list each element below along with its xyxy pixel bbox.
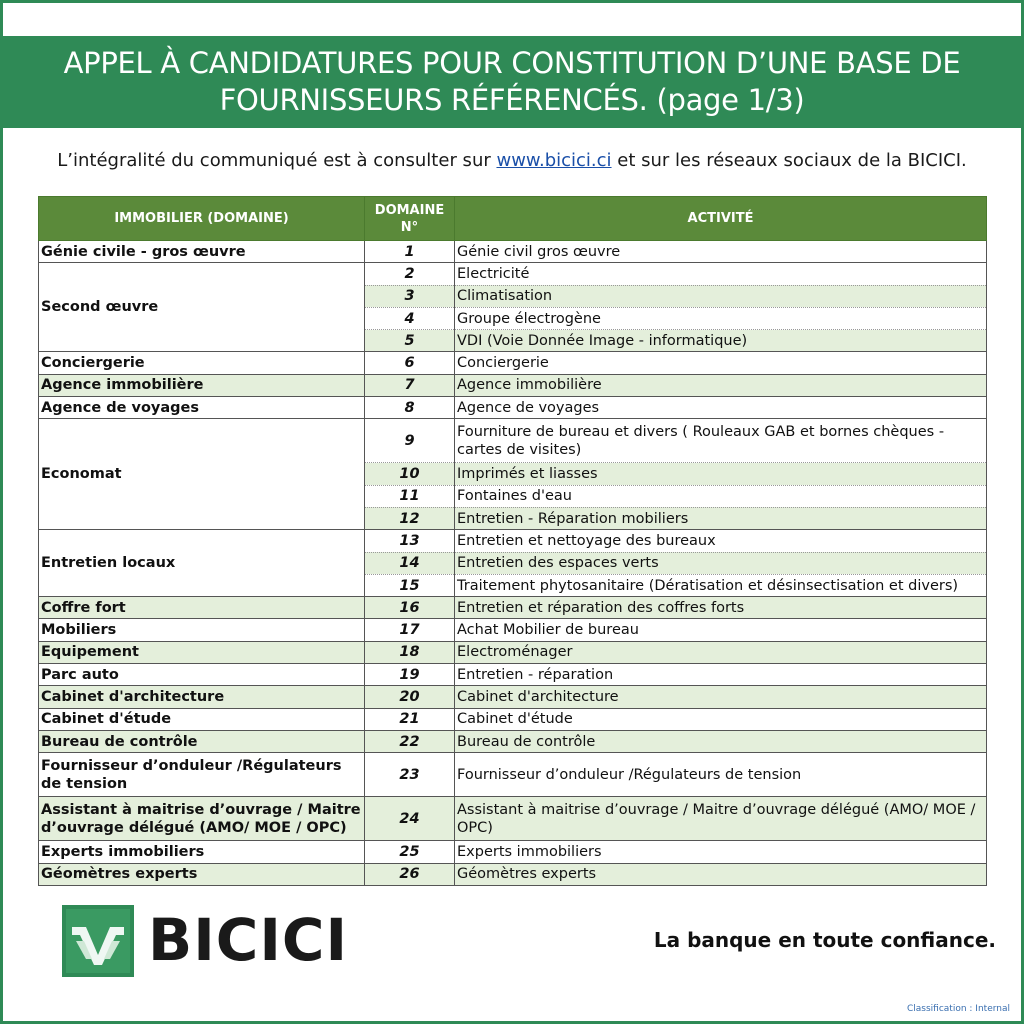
domain-number-cell: 18 [365, 641, 455, 663]
table-row [39, 374, 987, 396]
table-row [39, 863, 987, 885]
table-row [39, 730, 987, 752]
activity-cell: VDI (Voie Donnée Image - informatique) [455, 330, 987, 352]
domain-number-cell: 3 [365, 285, 455, 307]
activity-cell: Agence immobilière [455, 374, 987, 396]
activity-cell: Entretien des espaces verts [455, 552, 987, 574]
domain-cell: Conciergerie [39, 352, 365, 374]
domain-cell: Entretien locaux [39, 530, 365, 597]
domain-number-cell: 13 [365, 530, 455, 552]
table-row [39, 397, 987, 419]
activity-cell: Entretien et nettoyage des bureaux [455, 530, 987, 552]
bicici-logo-icon [62, 905, 134, 977]
domain-number-cell: 2 [365, 263, 455, 285]
activity-cell: Génie civil gros œuvre [455, 241, 987, 263]
activity-cell: Cabinet d'architecture [455, 686, 987, 708]
activity-cell: Fournisseur d’onduleur /Régulateurs de tension [455, 753, 987, 797]
website-link[interactable]: www.bicici.ci [496, 150, 612, 171]
domain-cell: Cabinet d'étude [39, 708, 365, 730]
domain-number-cell: 26 [365, 863, 455, 885]
classification-label: Classification : Internal [907, 1004, 1010, 1014]
domain-number-cell: 11 [365, 485, 455, 507]
domain-number-cell: 10 [365, 463, 455, 485]
column-header-domain: IMMOBILIER (DOMAINE) [39, 197, 365, 241]
activity-cell: Fourniture de bureau et divers ( Rouleaux GAB et bornes chèques - cartes de visites) [455, 419, 987, 463]
table-row [39, 419, 987, 463]
suppliers-table [38, 196, 987, 886]
domain-cell: Economat [39, 419, 365, 530]
brand-name: BICICI [148, 906, 349, 974]
domain-number-cell: 22 [365, 730, 455, 752]
activity-cell: Groupe électrogène [455, 307, 987, 329]
activity-cell: Entretien - Réparation mobiliers [455, 507, 987, 529]
activity-cell: Climatisation [455, 285, 987, 307]
activity-cell: Traitement phytosanitaire (Dératisation et désinsectisation et divers) [455, 574, 987, 596]
table-row [39, 619, 987, 641]
intro-text [0, 150, 1024, 171]
domain-number-cell: 14 [365, 552, 455, 574]
table-row [39, 530, 987, 552]
activity-cell: Géomètres experts [455, 863, 987, 885]
table-row [39, 686, 987, 708]
activity-cell: Fontaines d'eau [455, 485, 987, 507]
activity-cell: Electroménager [455, 641, 987, 663]
domain-cell: Agence immobilière [39, 374, 365, 396]
domain-cell: Agence de voyages [39, 397, 365, 419]
domain-cell: Géomètres experts [39, 863, 365, 885]
domain-number-cell: 16 [365, 597, 455, 619]
table-body [39, 241, 987, 886]
domain-number-cell: 8 [365, 397, 455, 419]
domain-number-cell: 15 [365, 574, 455, 596]
domain-number-cell: 19 [365, 664, 455, 686]
activity-cell: Entretien et réparation des coffres forts [455, 597, 987, 619]
column-header-number [365, 197, 455, 241]
title-banner [3, 36, 1021, 128]
domain-number-cell: 20 [365, 686, 455, 708]
table-row [39, 241, 987, 263]
activity-cell: Imprimés et liasses [455, 463, 987, 485]
domain-cell: Parc auto [39, 664, 365, 686]
domain-cell: Equipement [39, 641, 365, 663]
table-row [39, 753, 987, 797]
domain-cell: Experts immobiliers [39, 841, 365, 863]
activity-cell: Achat Mobilier de bureau [455, 619, 987, 641]
domain-number-cell: 17 [365, 619, 455, 641]
domain-number-cell: 24 [365, 797, 455, 841]
activity-cell: Agence de voyages [455, 397, 987, 419]
domain-number-cell: 5 [365, 330, 455, 352]
activity-cell: Bureau de contrôle [455, 730, 987, 752]
domain-cell: Assistant à maitrise d’ouvrage / Maitre d’ouvrage délégué (AMO/ MOE / OPC) [39, 797, 365, 841]
domain-cell: Bureau de contrôle [39, 730, 365, 752]
table-row [39, 263, 987, 285]
domain-cell: Mobiliers [39, 619, 365, 641]
tagline: La banque en toute confiance. [653, 928, 996, 952]
activity-cell: Conciergerie [455, 352, 987, 374]
domain-cell: Cabinet d'architecture [39, 686, 365, 708]
activity-cell: Assistant à maitrise d’ouvrage / Maitre d’ouvrage délégué (AMO/ MOE / OPC) [455, 797, 987, 841]
domain-number-cell: 7 [365, 374, 455, 396]
intro-after: et sur les réseaux sociaux de la BICICI. [611, 150, 967, 171]
table-row [39, 708, 987, 730]
domain-number-cell: 1 [365, 241, 455, 263]
table-row [39, 352, 987, 374]
activity-cell: Entretien - réparation [455, 664, 987, 686]
domain-cell: Second œuvre [39, 263, 365, 352]
activity-cell: Cabinet d'étude [455, 708, 987, 730]
intro-before: L’intégralité du communiqué est à consulter sur [57, 150, 497, 171]
table-header-row [39, 197, 987, 241]
domain-number-cell: 9 [365, 419, 455, 463]
table-row [39, 641, 987, 663]
column-header-activity: ACTIVITÉ [455, 197, 987, 241]
activity-cell: Experts immobiliers [455, 841, 987, 863]
domain-cell: Coffre fort [39, 597, 365, 619]
domain-cell: Génie civile - gros œuvre [39, 241, 365, 263]
column-header-number-text: DOMAINE N° [374, 202, 445, 235]
activity-cell: Electricité [455, 263, 987, 285]
table-row [39, 664, 987, 686]
table-row [39, 797, 987, 841]
bicici-logo-graphic [62, 905, 134, 977]
domain-number-cell: 23 [365, 753, 455, 797]
table-row [39, 597, 987, 619]
domain-number-cell: 6 [365, 352, 455, 374]
domain-number-cell: 4 [365, 307, 455, 329]
domain-cell: Fournisseur d’onduleur /Régulateurs de tension [39, 753, 365, 797]
domain-number-cell: 12 [365, 507, 455, 529]
domain-number-cell: 21 [365, 708, 455, 730]
table-row [39, 841, 987, 863]
domain-number-cell: 25 [365, 841, 455, 863]
page-title: APPEL À CANDIDATURES POUR CONSTITUTION D’UNE BASE DE FOURNISSEURS RÉFÉRENCÉS. (page 1/3) [63, 46, 961, 117]
